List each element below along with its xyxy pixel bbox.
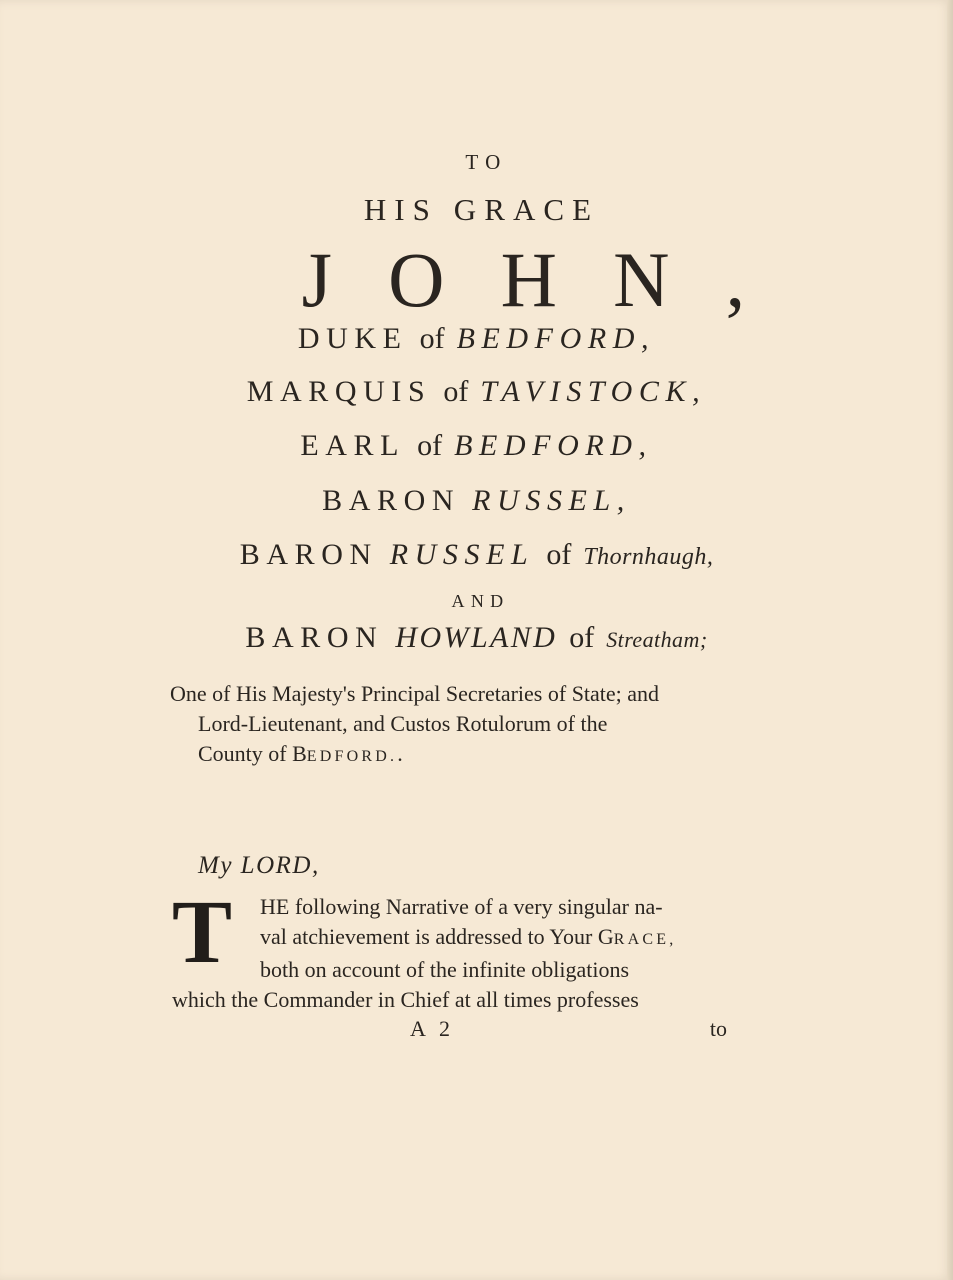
- offices-paragraph: [170, 679, 730, 772]
- title-duke: [0, 322, 953, 356]
- title-and: AND: [451, 591, 510, 611]
- title-duke-caps: DUKE: [297, 322, 408, 355]
- offices-county-caps: EDFORD.: [306, 748, 398, 765]
- heading-name: JOHN,: [301, 236, 802, 323]
- title-earl-of: of: [417, 429, 443, 462]
- letter-line-2: [172, 922, 727, 955]
- letter-line-2-text: val atchievement is addressed to Your G: [260, 924, 614, 949]
- catchword: to: [709, 1016, 727, 1041]
- offices-county-dot: .: [397, 741, 403, 766]
- title-earl: [0, 429, 953, 463]
- title-baron2-caps: BARON: [239, 538, 378, 571]
- title-baron1-caps: BARON: [322, 484, 461, 517]
- title-baron2-seat: Thornhaugh,: [583, 544, 714, 570]
- title-marquis-place: TAVISTOCK,: [480, 375, 707, 408]
- title-baron-howland: [0, 621, 953, 655]
- offices-line-1: One of His Majesty's Principal Secretaries of State; and: [170, 681, 660, 706]
- title-marquis-caps: MARQUIS: [246, 375, 432, 408]
- offices-line-3: [170, 739, 730, 772]
- title-baron1-place: RUSSEL,: [472, 484, 631, 517]
- title-marquis-of: of: [443, 375, 469, 408]
- letter-line-3: both on account of the infinite obligations: [260, 957, 630, 982]
- signature-mark: A 2: [410, 1016, 455, 1041]
- title-baron2-of: of: [546, 538, 572, 571]
- title-baron3-caps: BARON: [245, 621, 384, 654]
- title-earl-caps: EARL: [300, 429, 406, 462]
- title-earl-place: BEDFORD,: [454, 429, 653, 462]
- letter-line-2-caps: RACE,: [613, 931, 677, 948]
- title-baron-russel: [0, 484, 953, 518]
- title-duke-of: of: [419, 322, 445, 355]
- offices-county-prefix: County of B: [198, 741, 307, 766]
- title-baron3-seat: Streatham;: [606, 627, 708, 652]
- heading-to: TO: [465, 150, 508, 174]
- heading-his-grace: HIS GRACE: [363, 192, 600, 227]
- title-baron2-place: RUSSEL: [389, 538, 535, 571]
- title-marquis: [0, 375, 953, 409]
- title-duke-place: BEDFORD,: [456, 322, 656, 355]
- drop-cap: T: [172, 883, 233, 982]
- title-baron3-place: HOWLAND: [395, 621, 558, 654]
- offices-line-2: Lord-Lieutenant, and Custos Rotulorum of the: [198, 711, 608, 736]
- letter-line-1: HE following Narrative of a very singular na-: [260, 894, 663, 919]
- letter-line-4: which the Commander in Chief at all times professes: [172, 987, 639, 1012]
- letter-body: [172, 883, 727, 1015]
- title-baron3-of: of: [569, 621, 595, 654]
- title-baron-russel-thornhaugh: [0, 538, 953, 572]
- salutation: My LORD,: [198, 852, 320, 879]
